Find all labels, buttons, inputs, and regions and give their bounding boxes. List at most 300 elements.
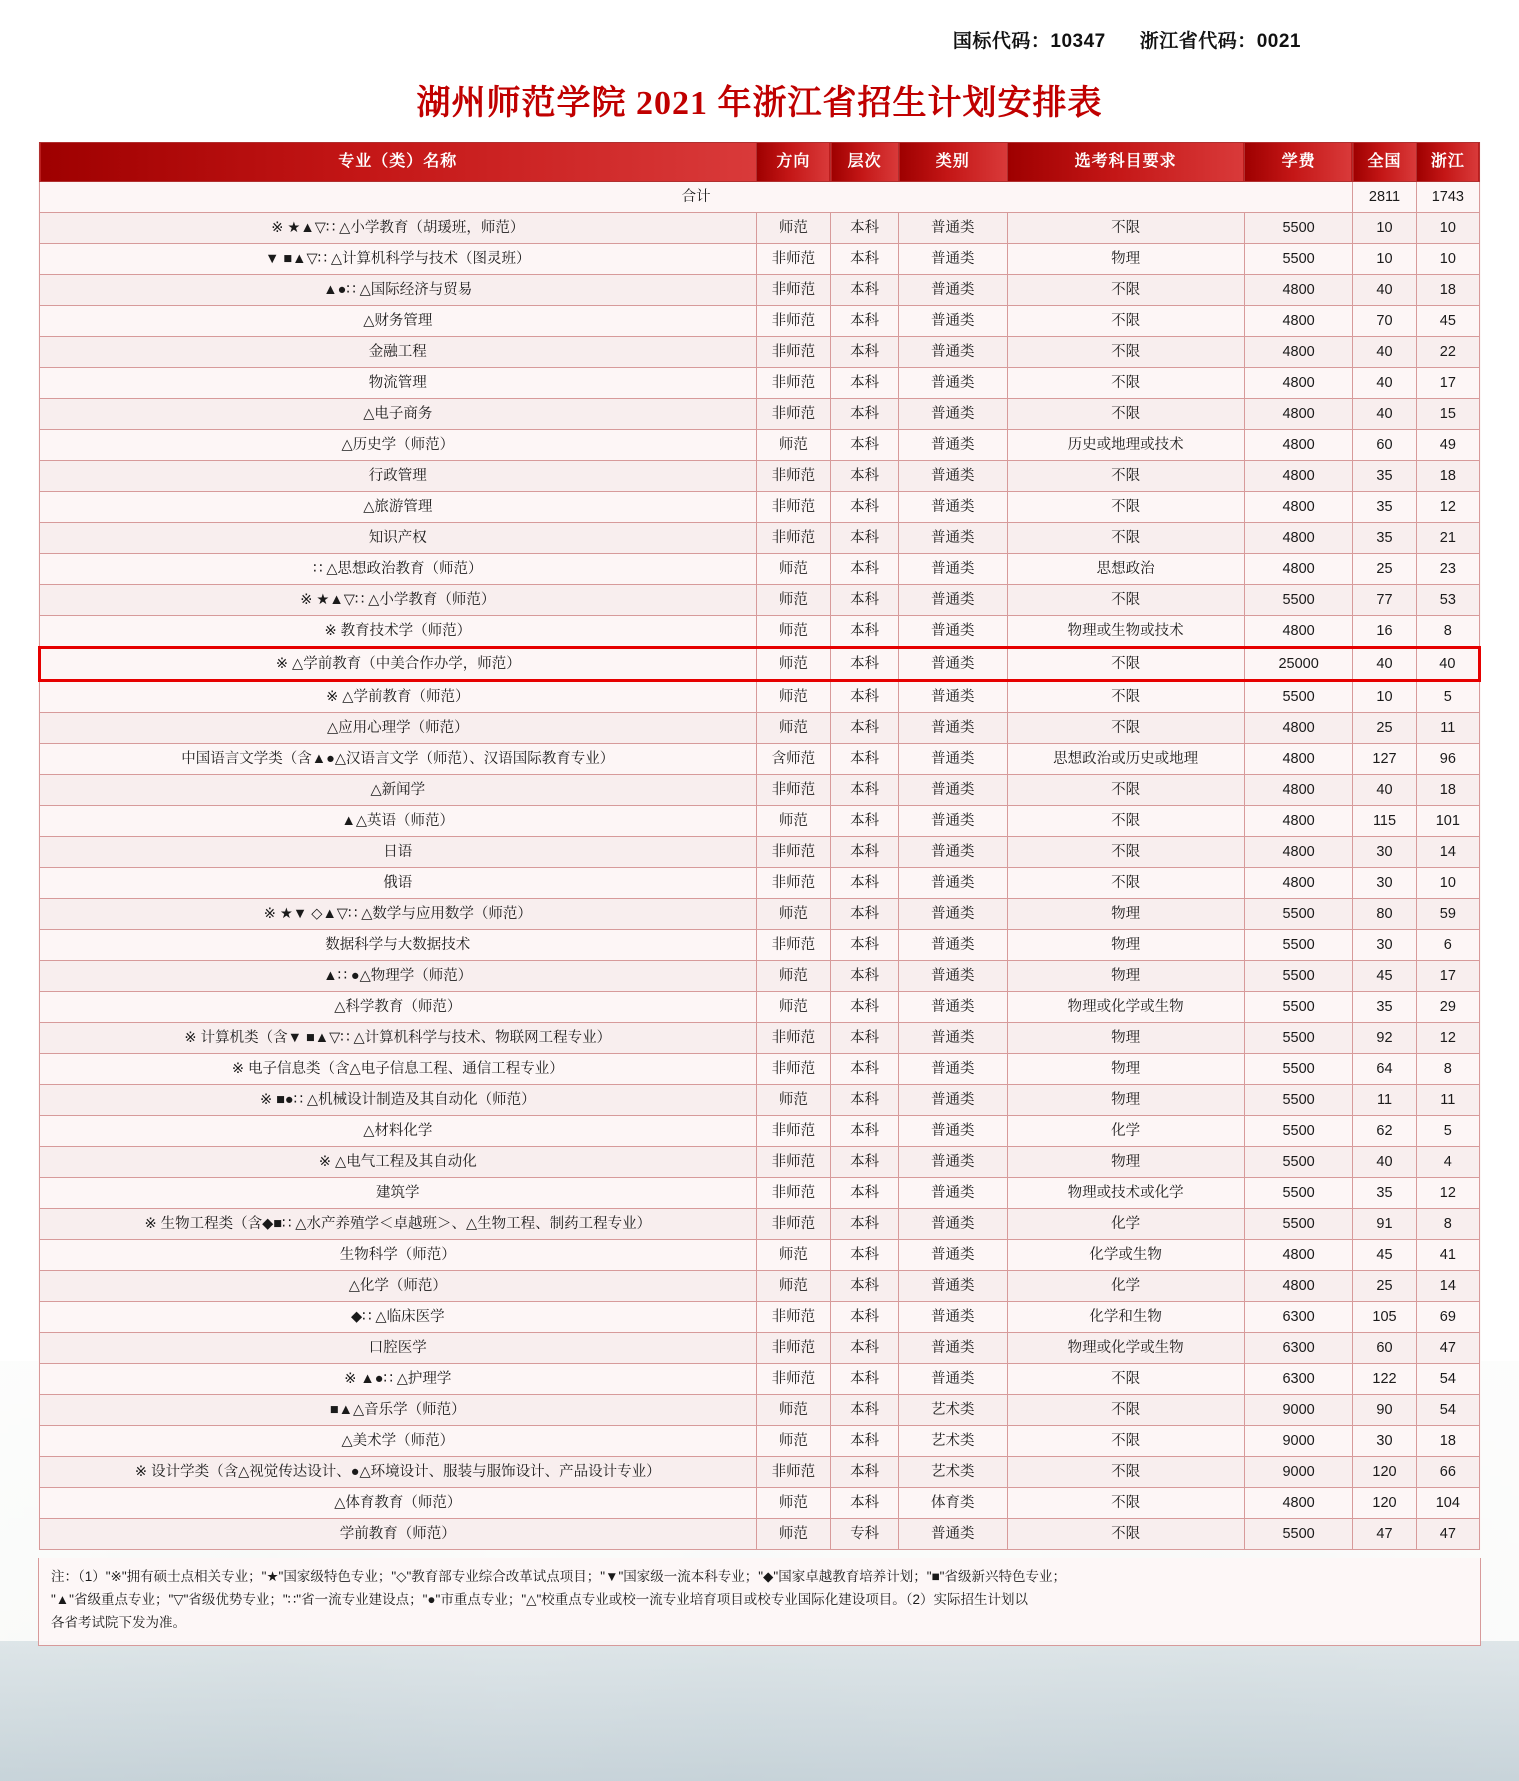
cell-direction: 非师范 [756, 1116, 831, 1147]
code-header [38, 0, 1481, 53]
province-code: 浙江省代码：0021 [1139, 31, 1301, 52]
cell-major: 知识产权 [40, 523, 757, 554]
cell-category: 普通类 [899, 399, 1008, 430]
cell-direction: 非师范 [756, 1178, 831, 1209]
cell-zhejiang: 5 [1416, 1116, 1479, 1147]
cell-fee: 4800 [1244, 306, 1353, 337]
total-label: 合计 [40, 182, 1353, 213]
cell-major: △体育教育（师范） [40, 1488, 757, 1519]
cell-requirement: 不限 [1007, 1426, 1244, 1457]
table-row [40, 806, 1480, 837]
cell-level: 本科 [831, 713, 899, 744]
cell-level: 本科 [831, 930, 899, 961]
cell-major: ※ △学前教育（师范） [40, 681, 757, 713]
total-zhejiang: 1743 [1416, 182, 1479, 213]
cell-national: 10 [1353, 213, 1416, 244]
cell-requirement: 化学和生物 [1007, 1302, 1244, 1333]
cell-category: 普通类 [899, 868, 1008, 899]
cell-national: 115 [1353, 806, 1416, 837]
cell-level: 本科 [831, 1178, 899, 1209]
cell-category: 普通类 [899, 1147, 1008, 1178]
cell-level: 本科 [831, 961, 899, 992]
cell-direction: 师范 [756, 992, 831, 1023]
table-row [40, 961, 1480, 992]
cell-category: 艺术类 [899, 1457, 1008, 1488]
cell-zhejiang: 59 [1416, 899, 1479, 930]
cell-zhejiang: 18 [1416, 275, 1479, 306]
cell-fee: 9000 [1244, 1457, 1353, 1488]
cell-category: 普通类 [899, 837, 1008, 868]
cell-major: 建筑学 [40, 1178, 757, 1209]
cell-direction: 非师范 [756, 1333, 831, 1364]
cell-direction: 非师范 [756, 399, 831, 430]
cell-major: ※ △电气工程及其自动化 [40, 1147, 757, 1178]
cell-major: 日语 [40, 837, 757, 868]
table-body [40, 182, 1480, 1550]
cell-level: 本科 [831, 275, 899, 306]
cell-category: 普通类 [899, 648, 1008, 681]
cell-fee: 9000 [1244, 1426, 1353, 1457]
cell-requirement: 历史或地理或技术 [1007, 430, 1244, 461]
cell-zhejiang: 54 [1416, 1395, 1479, 1426]
table-row [40, 713, 1480, 744]
cell-national: 40 [1353, 368, 1416, 399]
cell-direction: 非师范 [756, 275, 831, 306]
cell-requirement: 物理 [1007, 1054, 1244, 1085]
cell-fee: 4800 [1244, 368, 1353, 399]
cell-national: 70 [1353, 306, 1416, 337]
col-header-level: 层次 [831, 143, 899, 182]
table-row [40, 1395, 1480, 1426]
table-row [40, 992, 1480, 1023]
cell-fee: 6300 [1244, 1302, 1353, 1333]
cell-zhejiang: 8 [1416, 1054, 1479, 1085]
cell-level: 本科 [831, 306, 899, 337]
total-row [40, 182, 1480, 213]
cell-requirement: 物理或化学或生物 [1007, 1333, 1244, 1364]
cell-national: 105 [1353, 1302, 1416, 1333]
cell-major: ∷ △思想政治教育（师范） [40, 554, 757, 585]
cell-level: 本科 [831, 1023, 899, 1054]
cell-fee: 5500 [1244, 244, 1353, 275]
cell-requirement: 物理 [1007, 1023, 1244, 1054]
table-row [40, 1085, 1480, 1116]
cell-national: 47 [1353, 1519, 1416, 1550]
cell-direction: 非师范 [756, 837, 831, 868]
cell-national: 120 [1353, 1457, 1416, 1488]
table-row [40, 244, 1480, 275]
cell-national: 10 [1353, 681, 1416, 713]
cell-fee: 4800 [1244, 837, 1353, 868]
cell-level: 本科 [831, 492, 899, 523]
cell-level: 本科 [831, 213, 899, 244]
cell-fee: 4800 [1244, 275, 1353, 306]
table-row [40, 275, 1480, 306]
cell-requirement: 不限 [1007, 368, 1244, 399]
cell-requirement: 不限 [1007, 868, 1244, 899]
cell-fee: 5500 [1244, 899, 1353, 930]
cell-zhejiang: 4 [1416, 1147, 1479, 1178]
table-row [40, 554, 1480, 585]
cell-zhejiang: 45 [1416, 306, 1479, 337]
cell-zhejiang: 54 [1416, 1364, 1479, 1395]
header-row [40, 143, 1480, 182]
cell-national: 40 [1353, 648, 1416, 681]
cell-major: ※ 生物工程类（含◆■∷ △水产养殖学＜卓越班＞、△生物工程、制药工程专业） [40, 1209, 757, 1240]
cell-level: 本科 [831, 461, 899, 492]
cell-fee: 4800 [1244, 1240, 1353, 1271]
cell-direction: 师范 [756, 681, 831, 713]
cell-category: 普通类 [899, 713, 1008, 744]
cell-fee: 4800 [1244, 461, 1353, 492]
col-header-requirement: 选考科目要求 [1007, 143, 1244, 182]
cell-national: 60 [1353, 1333, 1416, 1364]
cell-fee: 4800 [1244, 1488, 1353, 1519]
table-row [40, 775, 1480, 806]
cell-major: ▼ ■▲▽∷ △计算机科学与技术（图灵班） [40, 244, 757, 275]
cell-category: 艺术类 [899, 1395, 1008, 1426]
cell-category: 普通类 [899, 244, 1008, 275]
cell-direction: 师范 [756, 648, 831, 681]
cell-direction: 师范 [756, 430, 831, 461]
cell-level: 本科 [831, 1271, 899, 1302]
table-row [40, 399, 1480, 430]
cell-zhejiang: 96 [1416, 744, 1479, 775]
cell-fee: 5500 [1244, 585, 1353, 616]
cell-requirement: 物理 [1007, 930, 1244, 961]
cell-national: 40 [1353, 275, 1416, 306]
cell-national: 92 [1353, 1023, 1416, 1054]
cell-level: 本科 [831, 585, 899, 616]
cell-direction: 含师范 [756, 744, 831, 775]
cell-requirement: 不限 [1007, 1364, 1244, 1395]
table-row [40, 368, 1480, 399]
cell-level: 本科 [831, 244, 899, 275]
cell-requirement: 不限 [1007, 399, 1244, 430]
table-row [40, 930, 1480, 961]
table-row [40, 1519, 1480, 1550]
cell-direction: 师范 [756, 1519, 831, 1550]
table-row [40, 430, 1480, 461]
cell-zhejiang: 69 [1416, 1302, 1479, 1333]
cell-major: ※ 设计学类（含△视觉传达设计、●△环境设计、服装与服饰设计、产品设计专业） [40, 1457, 757, 1488]
cell-category: 普通类 [899, 1116, 1008, 1147]
table-row [40, 1457, 1480, 1488]
table-row [40, 1364, 1480, 1395]
cell-requirement: 不限 [1007, 275, 1244, 306]
cell-category: 普通类 [899, 1085, 1008, 1116]
cell-fee: 25000 [1244, 648, 1353, 681]
cell-level: 本科 [831, 681, 899, 713]
cell-zhejiang: 11 [1416, 713, 1479, 744]
cell-direction: 师范 [756, 585, 831, 616]
table-row [40, 1333, 1480, 1364]
cell-major: 行政管理 [40, 461, 757, 492]
cell-requirement: 不限 [1007, 1519, 1244, 1550]
cell-fee: 4800 [1244, 775, 1353, 806]
footnote-line-1: 注：（1）"※"拥有硕士点相关专业；"★"国家级特色专业；"◇"教育部专业综合改革试点项目；"▼"国家级一流本科专业；"◆"国家卓越教育培养计划；"■"省级新兴特色专业； [51, 1569, 1066, 1584]
cell-level: 本科 [831, 1116, 899, 1147]
cell-major: ▲△英语（师范） [40, 806, 757, 837]
cell-direction: 非师范 [756, 1054, 831, 1085]
cell-zhejiang: 29 [1416, 992, 1479, 1023]
cell-zhejiang: 49 [1416, 430, 1479, 461]
cell-major: ※ 教育技术学（师范） [40, 616, 757, 648]
cell-category: 普通类 [899, 775, 1008, 806]
cell-major: △电子商务 [40, 399, 757, 430]
cell-fee: 5500 [1244, 1054, 1353, 1085]
cell-category: 普通类 [899, 1178, 1008, 1209]
cell-major: 金融工程 [40, 337, 757, 368]
cell-level: 本科 [831, 992, 899, 1023]
cell-major: ※ ★▲▽∷ △小学教育（胡瑗班，师范） [40, 213, 757, 244]
cell-requirement: 不限 [1007, 837, 1244, 868]
cell-zhejiang: 18 [1416, 461, 1479, 492]
cell-major: ▲●∷ △国际经济与贸易 [40, 275, 757, 306]
cell-fee: 4800 [1244, 806, 1353, 837]
cell-category: 普通类 [899, 930, 1008, 961]
cell-zhejiang: 14 [1416, 837, 1479, 868]
cell-requirement: 不限 [1007, 648, 1244, 681]
table-row [40, 1488, 1480, 1519]
cell-fee: 4800 [1244, 713, 1353, 744]
table-row [40, 1271, 1480, 1302]
cell-national: 45 [1353, 961, 1416, 992]
cell-requirement: 物理 [1007, 1085, 1244, 1116]
cell-national: 10 [1353, 244, 1416, 275]
cell-level: 本科 [831, 523, 899, 554]
cell-direction: 非师范 [756, 1209, 831, 1240]
cell-major: △科学教育（师范） [40, 992, 757, 1023]
cell-zhejiang: 15 [1416, 399, 1479, 430]
cell-requirement: 物理 [1007, 1147, 1244, 1178]
cell-direction: 非师范 [756, 775, 831, 806]
cell-direction: 师范 [756, 899, 831, 930]
cell-fee: 5500 [1244, 1085, 1353, 1116]
cell-fee: 5500 [1244, 213, 1353, 244]
cell-category: 普通类 [899, 1364, 1008, 1395]
cell-requirement: 物理或生物或技术 [1007, 616, 1244, 648]
table-row [40, 1178, 1480, 1209]
cell-requirement: 不限 [1007, 681, 1244, 713]
table-row [40, 1116, 1480, 1147]
cell-zhejiang: 10 [1416, 868, 1479, 899]
cell-category: 普通类 [899, 1023, 1008, 1054]
table-row [40, 648, 1480, 681]
cell-requirement: 不限 [1007, 492, 1244, 523]
cell-direction: 非师范 [756, 868, 831, 899]
cell-fee: 5500 [1244, 992, 1353, 1023]
table-row [40, 492, 1480, 523]
table-row [40, 1147, 1480, 1178]
cell-major: 数据科学与大数据技术 [40, 930, 757, 961]
cell-requirement: 不限 [1007, 713, 1244, 744]
cell-direction: 非师范 [756, 244, 831, 275]
cell-zhejiang: 12 [1416, 1178, 1479, 1209]
cell-national: 25 [1353, 554, 1416, 585]
cell-requirement: 物理或技术或化学 [1007, 1178, 1244, 1209]
table-row [40, 213, 1480, 244]
cell-direction: 非师范 [756, 1147, 831, 1178]
cell-fee: 5500 [1244, 1178, 1353, 1209]
cell-level: 本科 [831, 399, 899, 430]
cell-category: 普通类 [899, 306, 1008, 337]
cell-major: 口腔医学 [40, 1333, 757, 1364]
cell-category: 普通类 [899, 1333, 1008, 1364]
cell-major: ※ ▲●∷ △护理学 [40, 1364, 757, 1395]
col-header-direction: 方向 [756, 143, 831, 182]
cell-major: △应用心理学（师范） [40, 713, 757, 744]
cell-category: 普通类 [899, 461, 1008, 492]
cell-fee: 5500 [1244, 1147, 1353, 1178]
cell-national: 90 [1353, 1395, 1416, 1426]
cell-category: 普通类 [899, 1519, 1008, 1550]
table-row [40, 306, 1480, 337]
cell-national: 45 [1353, 1240, 1416, 1271]
cell-major: 中国语言文学类（含▲●△汉语言文学（师范）、汉语国际教育专业） [40, 744, 757, 775]
cell-zhejiang: 22 [1416, 337, 1479, 368]
cell-national: 35 [1353, 1178, 1416, 1209]
cell-zhejiang: 12 [1416, 492, 1479, 523]
cell-major: 生物科学（师范） [40, 1240, 757, 1271]
cell-national: 25 [1353, 1271, 1416, 1302]
cell-level: 本科 [831, 775, 899, 806]
cell-category: 普通类 [899, 337, 1008, 368]
cell-zhejiang: 8 [1416, 1209, 1479, 1240]
cell-category: 普通类 [899, 523, 1008, 554]
cell-category: 普通类 [899, 430, 1008, 461]
cell-category: 普通类 [899, 1302, 1008, 1333]
cell-direction: 非师范 [756, 1302, 831, 1333]
cell-category: 普通类 [899, 744, 1008, 775]
cell-zhejiang: 47 [1416, 1519, 1479, 1550]
cell-requirement: 不限 [1007, 1395, 1244, 1426]
cell-zhejiang: 6 [1416, 930, 1479, 961]
cell-zhejiang: 10 [1416, 244, 1479, 275]
cell-category: 普通类 [899, 1054, 1008, 1085]
cell-requirement: 化学或生物 [1007, 1240, 1244, 1271]
cell-requirement: 不限 [1007, 585, 1244, 616]
cell-level: 本科 [831, 1426, 899, 1457]
cell-zhejiang: 17 [1416, 961, 1479, 992]
table-row [40, 585, 1480, 616]
cell-category: 体育类 [899, 1488, 1008, 1519]
cell-national: 62 [1353, 1116, 1416, 1147]
cell-national: 80 [1353, 899, 1416, 930]
cell-requirement: 不限 [1007, 337, 1244, 368]
table-row [40, 681, 1480, 713]
cell-level: 本科 [831, 1488, 899, 1519]
cell-category: 普通类 [899, 899, 1008, 930]
cell-requirement: 不限 [1007, 306, 1244, 337]
cell-major: ■▲△音乐学（师范） [40, 1395, 757, 1426]
cell-national: 40 [1353, 399, 1416, 430]
cell-zhejiang: 12 [1416, 1023, 1479, 1054]
cell-category: 普通类 [899, 681, 1008, 713]
cell-national: 40 [1353, 775, 1416, 806]
cell-level: 本科 [831, 899, 899, 930]
table-row [40, 837, 1480, 868]
cell-requirement: 物理 [1007, 961, 1244, 992]
cell-national: 35 [1353, 461, 1416, 492]
cell-national: 120 [1353, 1488, 1416, 1519]
cell-category: 普通类 [899, 554, 1008, 585]
cell-fee: 4800 [1244, 554, 1353, 585]
cell-national: 35 [1353, 492, 1416, 523]
cell-major: ※ △学前教育（中美合作办学，师范） [40, 648, 757, 681]
cell-fee: 5500 [1244, 681, 1353, 713]
cell-major: ※ ★▼ ◇▲▽∷ △数学与应用数学（师范） [40, 899, 757, 930]
cell-level: 本科 [831, 648, 899, 681]
cell-national: 40 [1353, 1147, 1416, 1178]
cell-requirement: 不限 [1007, 1488, 1244, 1519]
cell-level: 本科 [831, 1054, 899, 1085]
cell-zhejiang: 10 [1416, 213, 1479, 244]
cell-direction: 师范 [756, 213, 831, 244]
cell-direction: 非师范 [756, 337, 831, 368]
col-header-major: 专业（类）名称 [40, 143, 757, 182]
cell-major: △历史学（师范） [40, 430, 757, 461]
cell-fee: 4800 [1244, 337, 1353, 368]
cell-category: 普通类 [899, 585, 1008, 616]
cell-major: 物流管理 [40, 368, 757, 399]
cell-level: 专科 [831, 1519, 899, 1550]
cell-zhejiang: 17 [1416, 368, 1479, 399]
col-header-zhejiang: 浙江 [1416, 143, 1479, 182]
cell-national: 40 [1353, 337, 1416, 368]
cell-category: 普通类 [899, 368, 1008, 399]
cell-fee: 4800 [1244, 399, 1353, 430]
cell-level: 本科 [831, 554, 899, 585]
cell-fee: 5500 [1244, 1519, 1353, 1550]
col-header-national: 全国 [1353, 143, 1416, 182]
cell-major: △旅游管理 [40, 492, 757, 523]
cell-level: 本科 [831, 744, 899, 775]
cell-category: 普通类 [899, 1240, 1008, 1271]
table-row [40, 744, 1480, 775]
cell-fee: 5500 [1244, 1209, 1353, 1240]
cell-fee: 4800 [1244, 1271, 1353, 1302]
cell-category: 普通类 [899, 213, 1008, 244]
cell-national: 77 [1353, 585, 1416, 616]
cell-requirement: 不限 [1007, 523, 1244, 554]
cell-national: 60 [1353, 430, 1416, 461]
cell-national: 11 [1353, 1085, 1416, 1116]
cell-category: 普通类 [899, 616, 1008, 648]
footnotes [38, 1558, 1481, 1646]
cell-direction: 师范 [756, 713, 831, 744]
cell-major: ※ 电子信息类（含△电子信息工程、通信工程专业） [40, 1054, 757, 1085]
cell-major: ※ 计算机类（含▼ ■▲▽∷ △计算机科学与技术、物联网工程专业） [40, 1023, 757, 1054]
table-row [40, 616, 1480, 648]
cell-requirement: 化学 [1007, 1209, 1244, 1240]
cell-national: 91 [1353, 1209, 1416, 1240]
col-header-category: 类别 [899, 143, 1008, 182]
cell-national: 64 [1353, 1054, 1416, 1085]
cell-zhejiang: 11 [1416, 1085, 1479, 1116]
table-row [40, 461, 1480, 492]
cell-fee: 4800 [1244, 744, 1353, 775]
cell-category: 艺术类 [899, 1426, 1008, 1457]
cell-direction: 非师范 [756, 492, 831, 523]
cell-level: 本科 [831, 868, 899, 899]
cell-requirement: 物理 [1007, 899, 1244, 930]
cell-national: 35 [1353, 523, 1416, 554]
cell-category: 普通类 [899, 806, 1008, 837]
cell-fee: 4800 [1244, 430, 1353, 461]
national-code: 国标代码：10347 [952, 31, 1106, 52]
cell-requirement: 不限 [1007, 775, 1244, 806]
